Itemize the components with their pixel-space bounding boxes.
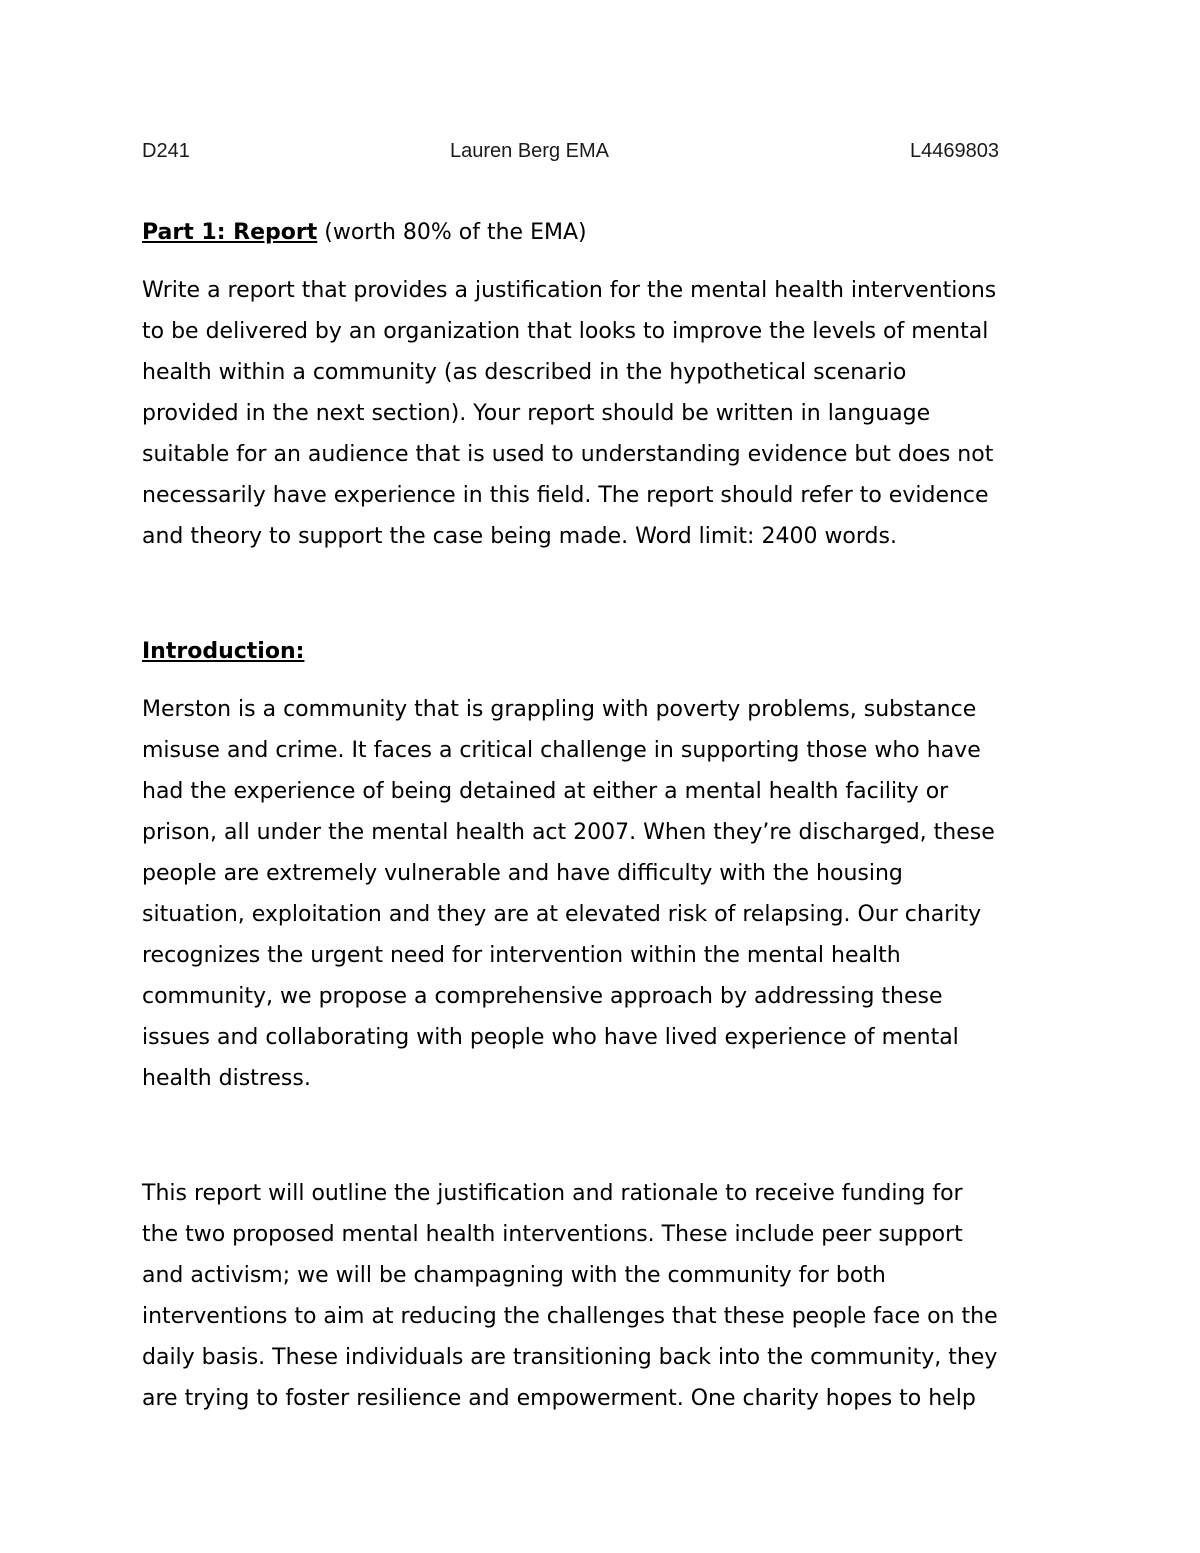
text-line: health distress. [142, 1066, 311, 1091]
header-student-id: L4469803 [910, 140, 999, 162]
text-line: recognizes the urgent need for intervention within the mental health [142, 943, 901, 968]
text-line: suitable for an audience that is used to understanding evidence but does not [142, 442, 994, 467]
text-line: Write a report that provides a justification for the mental health interventions [142, 278, 997, 303]
header-course-code: D241 [142, 140, 190, 162]
text-line: are trying to foster resilience and empowerment. One charity hopes to help [142, 1386, 976, 1411]
text-line: This report will outline the justification and rationale to receive funding for [142, 1181, 963, 1206]
text-line: provided in the next section). Your report should be written in language [142, 401, 931, 426]
text-line: community, we propose a comprehensive approach by addressing these [142, 984, 943, 1009]
text-line: interventions to aim at reducing the challenges that these people face on the [142, 1304, 998, 1329]
text-line: misuse and crime. It faces a critical challenge in supporting those who have [142, 738, 981, 763]
text-line: had the experience of being detained at either a mental health facility or [142, 779, 949, 804]
introduction-paragraph-2 [142, 1173, 1082, 1419]
text-line: situation, exploitation and they are at elevated risk of relapsing. Our charity [142, 902, 982, 927]
text-line: health within a community (as described in the hypothetical scenario [142, 360, 907, 385]
text-line: issues and collaborating with people who have lived experience of mental [142, 1025, 959, 1050]
header-title: Lauren Berg EMA [450, 140, 609, 162]
part1-paragraph [142, 270, 1082, 557]
document-body [142, 212, 1082, 1419]
introduction-heading: Introduction: [142, 639, 305, 664]
document-header [142, 140, 1022, 170]
part1-heading-note: (worth 80% of the EMA) [317, 220, 587, 245]
text-line: daily basis. These individuals are transitioning back into the community, they [142, 1345, 998, 1370]
text-line: people are extremely vulnerable and have difficulty with the housing [142, 861, 903, 886]
text-line: prison, all under the mental health act 2007. When they’re discharged, these [142, 820, 995, 845]
part1-heading-line [142, 212, 1082, 253]
text-line: necessarily have experience in this field. The report should refer to evidence [142, 483, 989, 508]
part1-heading: Part 1: Report [142, 220, 318, 245]
text-line: the two proposed mental health interventions. These include peer support [142, 1222, 963, 1247]
introduction-paragraph-1 [142, 689, 1082, 1099]
text-line: Merston is a community that is grappling with poverty problems, substance [142, 697, 977, 722]
text-line: and theory to support the case being made. Word limit: 2400 words. [142, 524, 897, 549]
text-line: and activism; we will be champagning with the community for both [142, 1263, 886, 1288]
introduction-heading-line [142, 631, 1082, 672]
text-line: to be delivered by an organization that looks to improve the levels of mental [142, 319, 989, 344]
